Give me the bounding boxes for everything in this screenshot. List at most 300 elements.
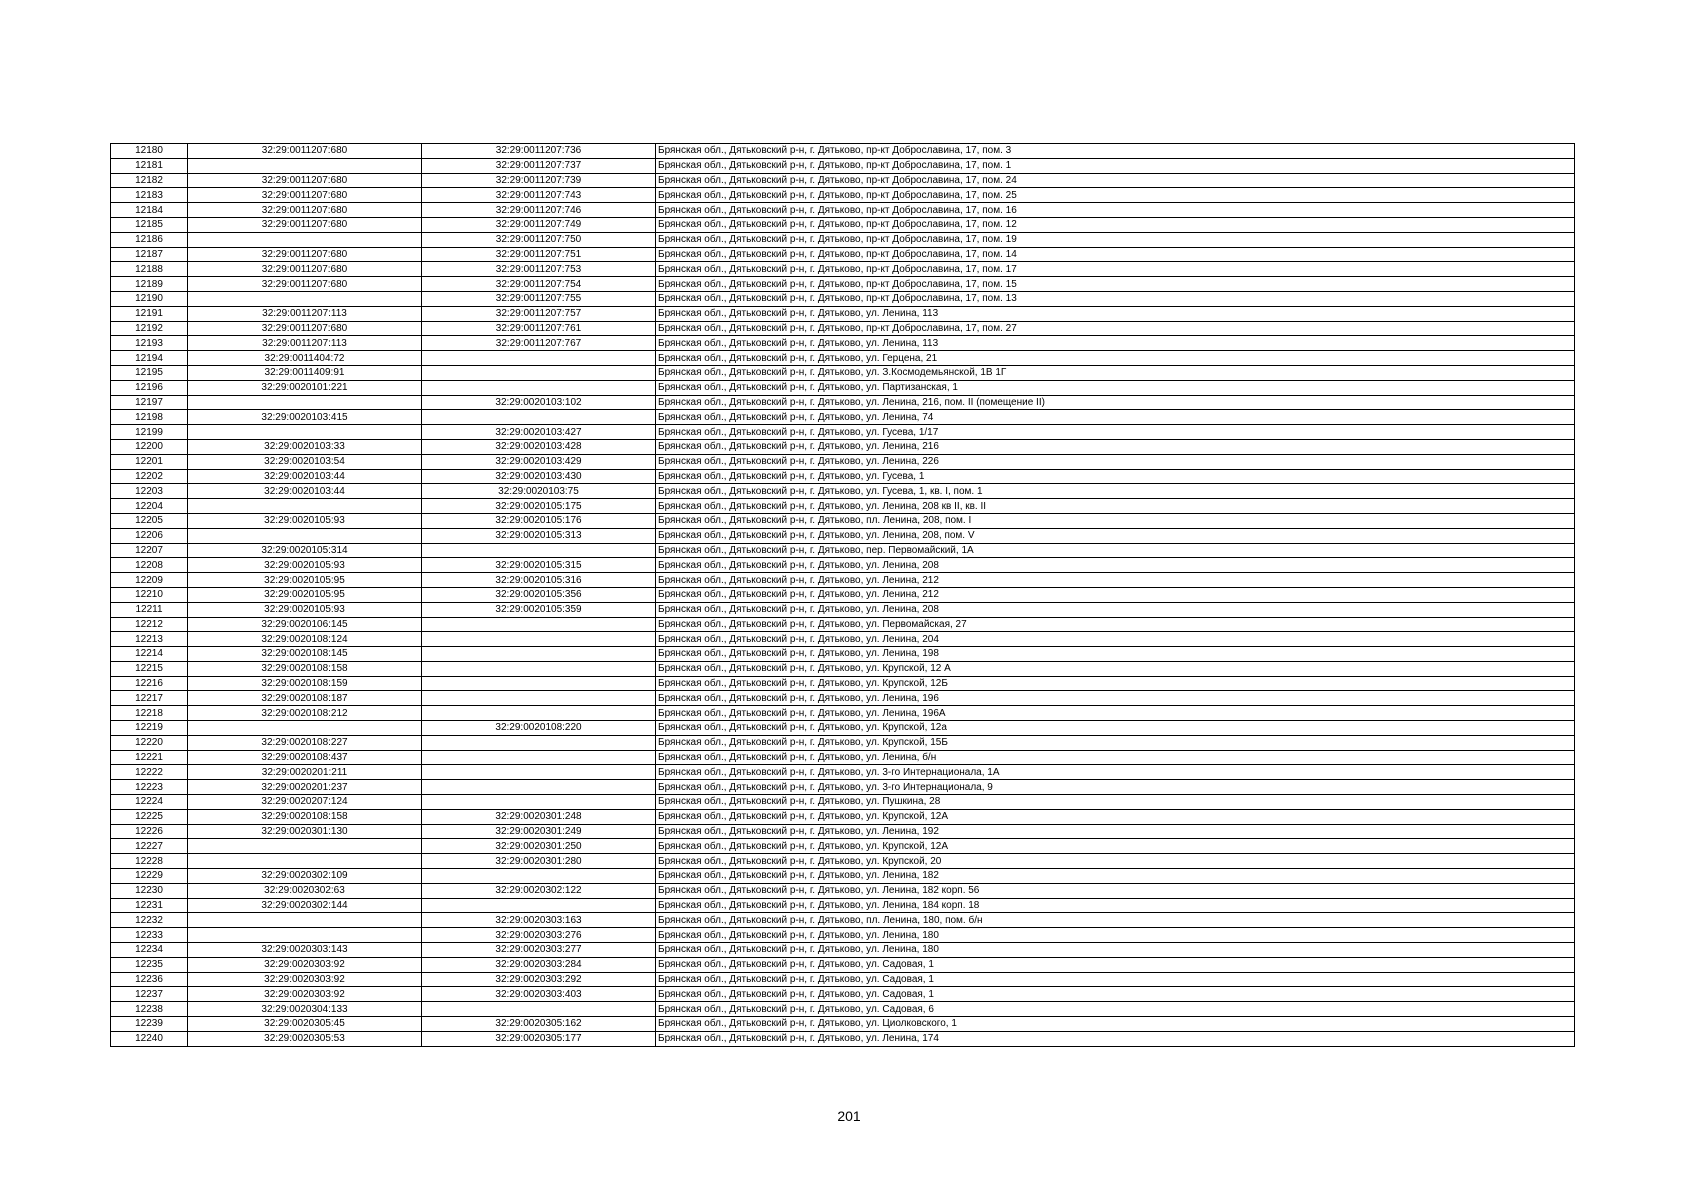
record-number-cell: 12229 [111,869,188,884]
record-number-cell: 12195 [111,365,188,380]
record-number-cell: 12186 [111,232,188,247]
table-row [111,188,1575,203]
record-number-cell: 12214 [111,647,188,662]
parent-cadastral-number-cell: 32:29:0020105:95 [188,587,422,602]
parent-cadastral-number-cell: 32:29:0020103:44 [188,469,422,484]
table-row [111,144,1575,159]
parent-cadastral-number-cell [188,395,422,410]
record-number-cell: 12198 [111,410,188,425]
table-row [111,913,1575,928]
table-row [111,691,1575,706]
parent-cadastral-number-cell: 32:29:0011207:680 [188,262,422,277]
parent-cadastral-number-cell [188,528,422,543]
record-number-cell: 12183 [111,188,188,203]
record-number-cell: 12181 [111,158,188,173]
cadastral-number-cell: 32:29:0020103:427 [422,425,656,440]
address-cell: Брянская обл., Дятьковский р-н, г. Дятьково, ул. Ленина, 208 кв II, кв. II [656,499,1575,514]
table-row [111,351,1575,366]
parent-cadastral-number-cell: 32:29:0020108:124 [188,632,422,647]
record-number-cell: 12220 [111,735,188,750]
parent-cadastral-number-cell: 32:29:0011404:72 [188,351,422,366]
record-number-cell: 12201 [111,454,188,469]
parent-cadastral-number-cell: 32:29:0020108:187 [188,691,422,706]
table-row [111,721,1575,736]
parent-cadastral-number-cell: 32:29:0020108:437 [188,750,422,765]
table-row [111,706,1575,721]
parent-cadastral-number-cell: 32:29:0020105:93 [188,558,422,573]
cadastral-number-cell: 32:29:0020303:292 [422,972,656,987]
parent-cadastral-number-cell: 32:29:0011207:680 [188,203,422,218]
address-cell: Брянская обл., Дятьковский р-н, г. Дятьково, пр-кт Доброславина, 17, пом. 12 [656,217,1575,232]
cadastral-number-cell: 32:29:0011207:757 [422,306,656,321]
parent-cadastral-number-cell: 32:29:0020108:158 [188,809,422,824]
record-number-cell: 12180 [111,144,188,159]
address-cell: Брянская обл., Дятьковский р-н, г. Дятьково, пр-кт Доброславина, 17, пом. 17 [656,262,1575,277]
cadastral-number-cell: 32:29:0020305:177 [422,1031,656,1046]
cadastral-number-cell: 32:29:0020103:430 [422,469,656,484]
parent-cadastral-number-cell: 32:29:0020101:221 [188,380,422,395]
table-row [111,469,1575,484]
parent-cadastral-number-cell [188,913,422,928]
record-number-cell: 12187 [111,247,188,262]
cadastral-number-cell [422,735,656,750]
record-number-cell: 12210 [111,587,188,602]
table-row [111,513,1575,528]
address-cell: Брянская обл., Дятьковский р-н, г. Дятьково, ул. Крупской, 12А [656,839,1575,854]
address-cell: Брянская обл., Дятьковский р-н, г. Дятьково, пр-кт Доброславина, 17, пом. 15 [656,277,1575,292]
cadastral-number-cell [422,380,656,395]
record-number-cell: 12188 [111,262,188,277]
record-number-cell: 12230 [111,883,188,898]
record-number-cell: 12217 [111,691,188,706]
parent-cadastral-number-cell: 32:29:0020105:314 [188,543,422,558]
cadastral-number-cell [422,691,656,706]
address-cell: Брянская обл., Дятьковский р-н, г. Дятьково, ул. Партизанская, 1 [656,380,1575,395]
table-row [111,839,1575,854]
address-cell: Брянская обл., Дятьковский р-н, г. Дятьково, ул. Ленина, 196 [656,691,1575,706]
record-number-cell: 12204 [111,499,188,514]
table-row [111,587,1575,602]
address-cell: Брянская обл., Дятьковский р-н, г. Дятьково, ул. Садовая, 1 [656,987,1575,1002]
cadastral-number-cell [422,869,656,884]
record-number-cell: 12233 [111,928,188,943]
cadastral-number-cell: 32:29:0020105:175 [422,499,656,514]
record-number-cell: 12196 [111,380,188,395]
record-number-cell: 12236 [111,972,188,987]
cadastral-number-cell [422,410,656,425]
cadastral-number-cell: 32:29:0020303:284 [422,957,656,972]
cadastral-number-cell: 32:29:0020103:429 [422,454,656,469]
table-row [111,750,1575,765]
cadastral-number-cell: 32:29:0020305:162 [422,1017,656,1032]
parent-cadastral-number-cell: 32:29:0020103:44 [188,484,422,499]
table-row [111,158,1575,173]
address-cell: Брянская обл., Дятьковский р-н, г. Дятьково, ул. Крупской, 12а [656,721,1575,736]
record-number-cell: 12193 [111,336,188,351]
table-row [111,617,1575,632]
address-cell: Брянская обл., Дятьковский р-н, г. Дятьково, пр-кт Доброславина, 17, пом. 27 [656,321,1575,336]
table-row [111,795,1575,810]
cadastral-number-cell: 32:29:0020105:315 [422,558,656,573]
table-row [111,173,1575,188]
parent-cadastral-number-cell [188,232,422,247]
cadastral-number-cell [422,780,656,795]
record-number-cell: 12231 [111,898,188,913]
parent-cadastral-number-cell [188,425,422,440]
cadastral-number-cell: 32:29:0020108:220 [422,721,656,736]
table-row [111,602,1575,617]
table-row [111,573,1575,588]
record-number-cell: 12219 [111,721,188,736]
parent-cadastral-number-cell: 32:29:0011207:113 [188,306,422,321]
cadastral-number-cell: 32:29:0011207:753 [422,262,656,277]
address-cell: Брянская обл., Дятьковский р-н, г. Дятьково, ул. Пушкина, 28 [656,795,1575,810]
table-row [111,558,1575,573]
parent-cadastral-number-cell: 32:29:0020103:415 [188,410,422,425]
address-cell: Брянская обл., Дятьковский р-н, г. Дятьково, пр-кт Доброславина, 17, пом. 25 [656,188,1575,203]
address-cell: Брянская обл., Дятьковский р-н, г. Дятьково, ул. Садовая, 1 [656,972,1575,987]
address-cell: Брянская обл., Дятьковский р-н, г. Дятьково, пр-кт Доброславина, 17, пом. 24 [656,173,1575,188]
table-row [111,972,1575,987]
address-cell: Брянская обл., Дятьковский р-н, г. Дятьково, ул. Ленина, 184 корп. 18 [656,898,1575,913]
table-row [111,735,1575,750]
parent-cadastral-number-cell: 32:29:0020105:95 [188,573,422,588]
record-number-cell: 12197 [111,395,188,410]
record-number-cell: 12205 [111,513,188,528]
address-cell: Брянская обл., Дятьковский р-н, г. Дятьково, ул. Гусева, 1 [656,469,1575,484]
parent-cadastral-number-cell [188,158,422,173]
table-row [111,943,1575,958]
parent-cadastral-number-cell: 32:29:0020103:54 [188,454,422,469]
address-cell: Брянская обл., Дятьковский р-н, г. Дятьково, ул. Гусева, 1/17 [656,425,1575,440]
record-number-cell: 12238 [111,1002,188,1017]
record-number-cell: 12182 [111,173,188,188]
record-number-cell: 12207 [111,543,188,558]
record-number-cell: 12215 [111,661,188,676]
cadastral-number-cell: 32:29:0020103:428 [422,439,656,454]
cadastral-number-cell [422,898,656,913]
record-number-cell: 12190 [111,291,188,306]
record-number-cell: 12199 [111,425,188,440]
parent-cadastral-number-cell [188,839,422,854]
table-row [111,661,1575,676]
address-cell: Брянская обл., Дятьковский р-н, г. Дятьково, ул. Ленина, 174 [656,1031,1575,1046]
table-row [111,217,1575,232]
parent-cadastral-number-cell: 32:29:0020105:93 [188,513,422,528]
address-cell: Брянская обл., Дятьковский р-н, г. Дятьково, ул. Крупской, 12 А [656,661,1575,676]
cadastral-number-cell: 32:29:0020303:276 [422,928,656,943]
address-cell: Брянская обл., Дятьковский р-н, г. Дятьково, ул. Ленина, 182 корп. 56 [656,883,1575,898]
parent-cadastral-number-cell: 32:29:0011207:113 [188,336,422,351]
parent-cadastral-number-cell [188,721,422,736]
address-cell: Брянская обл., Дятьковский р-н, г. Дятьково, ул. Ленина, 180 [656,943,1575,958]
record-number-cell: 12222 [111,765,188,780]
table-row [111,765,1575,780]
record-number-cell: 12239 [111,1017,188,1032]
cadastral-number-cell [422,647,656,662]
table-row [111,365,1575,380]
record-number-cell: 12218 [111,706,188,721]
address-cell: Брянская обл., Дятьковский р-н, г. Дятьково, пр-кт Доброславина, 17, пом. 16 [656,203,1575,218]
record-number-cell: 12213 [111,632,188,647]
record-number-cell: 12206 [111,528,188,543]
parent-cadastral-number-cell: 32:29:0011207:680 [188,277,422,292]
record-number-cell: 12216 [111,676,188,691]
address-cell: Брянская обл., Дятьковский р-н, г. Дятьково, ул. Циолковского, 1 [656,1017,1575,1032]
address-cell: Брянская обл., Дятьковский р-н, г. Дятьково, ул. Ленина, 216 [656,439,1575,454]
record-number-cell: 12212 [111,617,188,632]
table-row [111,824,1575,839]
address-cell: Брянская обл., Дятьковский р-н, г. Дятьково, ул. Ленина, 180 [656,928,1575,943]
parent-cadastral-number-cell: 32:29:0020108:159 [188,676,422,691]
parent-cadastral-number-cell: 32:29:0011207:680 [188,217,422,232]
address-cell: Брянская обл., Дятьковский р-н, г. Дятьково, ул. Ленина, 226 [656,454,1575,469]
table-row [111,439,1575,454]
cadastral-number-cell [422,365,656,380]
cadastral-number-cell [422,676,656,691]
record-number-cell: 12237 [111,987,188,1002]
cadastral-number-cell [422,661,656,676]
address-cell: Брянская обл., Дятьковский р-н, г. Дятьково, ул. Ленина, 208 [656,602,1575,617]
address-cell: Брянская обл., Дятьковский р-н, г. Дятьково, ул. Ленина, 182 [656,869,1575,884]
record-number-cell: 12209 [111,573,188,588]
table-row [111,987,1575,1002]
cadastral-number-cell: 32:29:0011207:754 [422,277,656,292]
table-row [111,454,1575,469]
parent-cadastral-number-cell: 32:29:0020201:237 [188,780,422,795]
address-cell: Брянская обл., Дятьковский р-н, г. Дятьково, ул. Ленина, 113 [656,336,1575,351]
cadastral-number-cell: 32:29:0020301:249 [422,824,656,839]
parent-cadastral-number-cell: 32:29:0011207:680 [188,321,422,336]
record-number-cell: 12211 [111,602,188,617]
table-row [111,395,1575,410]
parent-cadastral-number-cell: 32:29:0020108:158 [188,661,422,676]
address-cell: Брянская обл., Дятьковский р-н, г. Дятьково, ул. Ленина, 208, пом. V [656,528,1575,543]
parent-cadastral-number-cell: 32:29:0011207:680 [188,173,422,188]
table-row [111,957,1575,972]
cadastral-number-cell [422,765,656,780]
cadastral-number-cell: 32:29:0011207:739 [422,173,656,188]
address-cell: Брянская обл., Дятьковский р-н, г. Дятьково, ул. Крупской, 20 [656,854,1575,869]
parent-cadastral-number-cell: 32:29:0020303:92 [188,972,422,987]
record-number-cell: 12240 [111,1031,188,1046]
registry-table [110,143,1575,1047]
parent-cadastral-number-cell: 32:29:0020301:130 [188,824,422,839]
table-row [111,809,1575,824]
cadastral-number-cell: 32:29:0020302:122 [422,883,656,898]
cadastral-number-cell: 32:29:0020103:75 [422,484,656,499]
table-row [111,262,1575,277]
address-cell: Брянская обл., Дятьковский р-н, г. Дятьково, пл. Ленина, 208, пом. I [656,513,1575,528]
parent-cadastral-number-cell: 32:29:0020207:124 [188,795,422,810]
parent-cadastral-number-cell: 32:29:0020201:211 [188,765,422,780]
table-row [111,1017,1575,1032]
parent-cadastral-number-cell: 32:29:0011207:680 [188,188,422,203]
parent-cadastral-number-cell: 32:29:0020303:143 [188,943,422,958]
cadastral-number-cell: 32:29:0020105:359 [422,602,656,617]
record-number-cell: 12208 [111,558,188,573]
table-row [111,883,1575,898]
parent-cadastral-number-cell: 32:29:0020106:145 [188,617,422,632]
table-row [111,484,1575,499]
cadastral-number-cell: 32:29:0011207:750 [422,232,656,247]
cadastral-number-cell [422,351,656,366]
parent-cadastral-number-cell: 32:29:0020302:109 [188,869,422,884]
address-cell: Брянская обл., Дятьковский р-н, г. Дятьково, ул. З.Космодемьянской, 1В 1Г [656,365,1575,380]
parent-cadastral-number-cell: 32:29:0020302:144 [188,898,422,913]
cadastral-number-cell: 32:29:0020303:163 [422,913,656,928]
table-row [111,647,1575,662]
table-row [111,306,1575,321]
parent-cadastral-number-cell: 32:29:0020303:92 [188,957,422,972]
cadastral-number-cell: 32:29:0020103:102 [422,395,656,410]
address-cell: Брянская обл., Дятьковский р-н, г. Дятьково, ул. Ленина, 74 [656,410,1575,425]
cadastral-number-cell: 32:29:0020105:176 [422,513,656,528]
cadastral-number-cell: 32:29:0020301:250 [422,839,656,854]
address-cell: Брянская обл., Дятьковский р-н, г. Дятьково, ул. Ленина, 192 [656,824,1575,839]
address-cell: Брянская обл., Дятьковский р-н, г. Дятьково, ул. Крупской, 15Б [656,735,1575,750]
address-cell: Брянская обл., Дятьковский р-н, г. Дятьково, ул. 3-го Интернационала, 1А [656,765,1575,780]
parent-cadastral-number-cell: 32:29:0011409:91 [188,365,422,380]
parent-cadastral-number-cell [188,291,422,306]
address-cell: Брянская обл., Дятьковский р-н, г. Дятьково, ул. Герцена, 21 [656,351,1575,366]
parent-cadastral-number-cell: 32:29:0020305:45 [188,1017,422,1032]
address-cell: Брянская обл., Дятьковский р-н, г. Дятьково, ул. Садовая, 6 [656,1002,1575,1017]
table-body [111,144,1575,1047]
table-row [111,676,1575,691]
address-cell: Брянская обл., Дятьковский р-н, г. Дятьково, ул. Ленина, 198 [656,647,1575,662]
record-number-cell: 12185 [111,217,188,232]
record-number-cell: 12202 [111,469,188,484]
parent-cadastral-number-cell: 32:29:0020302:63 [188,883,422,898]
cadastral-number-cell: 32:29:0020105:313 [422,528,656,543]
cadastral-number-cell: 32:29:0011207:767 [422,336,656,351]
cadastral-number-cell: 32:29:0020105:316 [422,573,656,588]
parent-cadastral-number-cell: 32:29:0020303:92 [188,987,422,1002]
address-cell: Брянская обл., Дятьковский р-н, г. Дятьково, пр-кт Доброславина, 17, пом. 3 [656,144,1575,159]
address-cell: Брянская обл., Дятьковский р-н, г. Дятьково, ул. Ленина, 196А [656,706,1575,721]
record-number-cell: 12235 [111,957,188,972]
address-cell: Брянская обл., Дятьковский р-н, г. Дятьково, пр-кт Доброславина, 17, пом. 1 [656,158,1575,173]
parent-cadastral-number-cell: 32:29:0020305:53 [188,1031,422,1046]
cadastral-number-cell [422,632,656,647]
cadastral-number-cell [422,750,656,765]
record-number-cell: 12226 [111,824,188,839]
record-number-cell: 12225 [111,809,188,824]
table-row [111,854,1575,869]
record-number-cell: 12234 [111,943,188,958]
table-row [111,425,1575,440]
table-row [111,780,1575,795]
table-row [111,528,1575,543]
table-row [111,336,1575,351]
cadastral-number-cell: 32:29:0011207:736 [422,144,656,159]
table-row [111,1031,1575,1046]
address-cell: Брянская обл., Дятьковский р-н, г. Дятьково, пл. Ленина, 180, пом. б/н [656,913,1575,928]
record-number-cell: 12194 [111,351,188,366]
record-number-cell: 12232 [111,913,188,928]
parent-cadastral-number-cell: 32:29:0011207:680 [188,247,422,262]
cadastral-number-cell: 32:29:0011207:737 [422,158,656,173]
parent-cadastral-number-cell [188,854,422,869]
cadastral-number-cell: 32:29:0011207:746 [422,203,656,218]
address-cell: Брянская обл., Дятьковский р-н, г. Дятьково, ул. Ленина, 113 [656,306,1575,321]
record-number-cell: 12189 [111,277,188,292]
address-cell: Брянская обл., Дятьковский р-н, г. Дятьково, ул. 3-го Интернационала, 9 [656,780,1575,795]
table-row [111,869,1575,884]
record-number-cell: 12224 [111,795,188,810]
cadastral-number-cell: 32:29:0020301:248 [422,809,656,824]
table-row [111,380,1575,395]
table-row [111,632,1575,647]
parent-cadastral-number-cell: 32:29:0020304:133 [188,1002,422,1017]
table-row [111,928,1575,943]
record-number-cell: 12227 [111,839,188,854]
address-cell: Брянская обл., Дятьковский р-н, г. Дятьково, ул. Садовая, 1 [656,957,1575,972]
record-number-cell: 12223 [111,780,188,795]
parent-cadastral-number-cell: 32:29:0020103:33 [188,439,422,454]
address-cell: Брянская обл., Дятьковский р-н, г. Дятьково, пр-кт Доброславина, 17, пом. 19 [656,232,1575,247]
record-number-cell: 12228 [111,854,188,869]
address-cell: Брянская обл., Дятьковский р-н, г. Дятьково, ул. Гусева, 1, кв. I, пом. 1 [656,484,1575,499]
cadastral-number-cell: 32:29:0011207:755 [422,291,656,306]
table-row [111,410,1575,425]
cadastral-number-cell: 32:29:0011207:743 [422,188,656,203]
address-cell: Брянская обл., Дятьковский р-н, г. Дятьково, ул. Ленина, 212 [656,587,1575,602]
parent-cadastral-number-cell: 32:29:0020108:227 [188,735,422,750]
table-row [111,898,1575,913]
record-number-cell: 12200 [111,439,188,454]
table-row [111,321,1575,336]
cadastral-number-cell [422,617,656,632]
cadastral-number-cell [422,1002,656,1017]
cadastral-number-cell: 32:29:0011207:749 [422,217,656,232]
record-number-cell: 12203 [111,484,188,499]
table-row [111,247,1575,262]
address-cell: Брянская обл., Дятьковский р-н, г. Дятьково, ул. Ленина, 212 [656,573,1575,588]
parent-cadastral-number-cell: 32:29:0011207:680 [188,144,422,159]
address-cell: Брянская обл., Дятьковский р-н, г. Дятьково, пр-кт Доброславина, 17, пом. 14 [656,247,1575,262]
address-cell: Брянская обл., Дятьковский р-н, г. Дятьково, ул. Ленина, б/н [656,750,1575,765]
record-number-cell: 12191 [111,306,188,321]
address-cell: Брянская обл., Дятьковский р-н, г. Дятьково, ул. Крупской, 12Б [656,676,1575,691]
record-number-cell: 12221 [111,750,188,765]
parent-cadastral-number-cell: 32:29:0020108:145 [188,647,422,662]
parent-cadastral-number-cell [188,928,422,943]
page-number: 201 [837,1108,861,1124]
record-number-cell: 12184 [111,203,188,218]
address-cell: Брянская обл., Дятьковский р-н, г. Дятьково, ул. Крупской, 12А [656,809,1575,824]
record-number-cell: 12192 [111,321,188,336]
address-cell: Брянская обл., Дятьковский р-н, г. Дятьково, ул. Первомайская, 27 [656,617,1575,632]
address-cell: Брянская обл., Дятьковский р-н, г. Дятьково, пер. Первомайский, 1А [656,543,1575,558]
parent-cadastral-number-cell: 32:29:0020108:212 [188,706,422,721]
table-row [111,203,1575,218]
cadastral-number-cell [422,706,656,721]
address-cell: Брянская обл., Дятьковский р-н, г. Дятьково, ул. Ленина, 204 [656,632,1575,647]
table-row [111,499,1575,514]
table-row [111,232,1575,247]
cadastral-number-cell: 32:29:0020105:356 [422,587,656,602]
table-row [111,291,1575,306]
parent-cadastral-number-cell: 32:29:0020105:93 [188,602,422,617]
cadastral-number-cell: 32:29:0020301:280 [422,854,656,869]
cadastral-number-cell: 32:29:0011207:751 [422,247,656,262]
address-cell: Брянская обл., Дятьковский р-н, г. Дятьково, ул. Ленина, 208 [656,558,1575,573]
cadastral-number-cell [422,795,656,810]
cadastral-number-cell: 32:29:0020303:277 [422,943,656,958]
table-row [111,543,1575,558]
